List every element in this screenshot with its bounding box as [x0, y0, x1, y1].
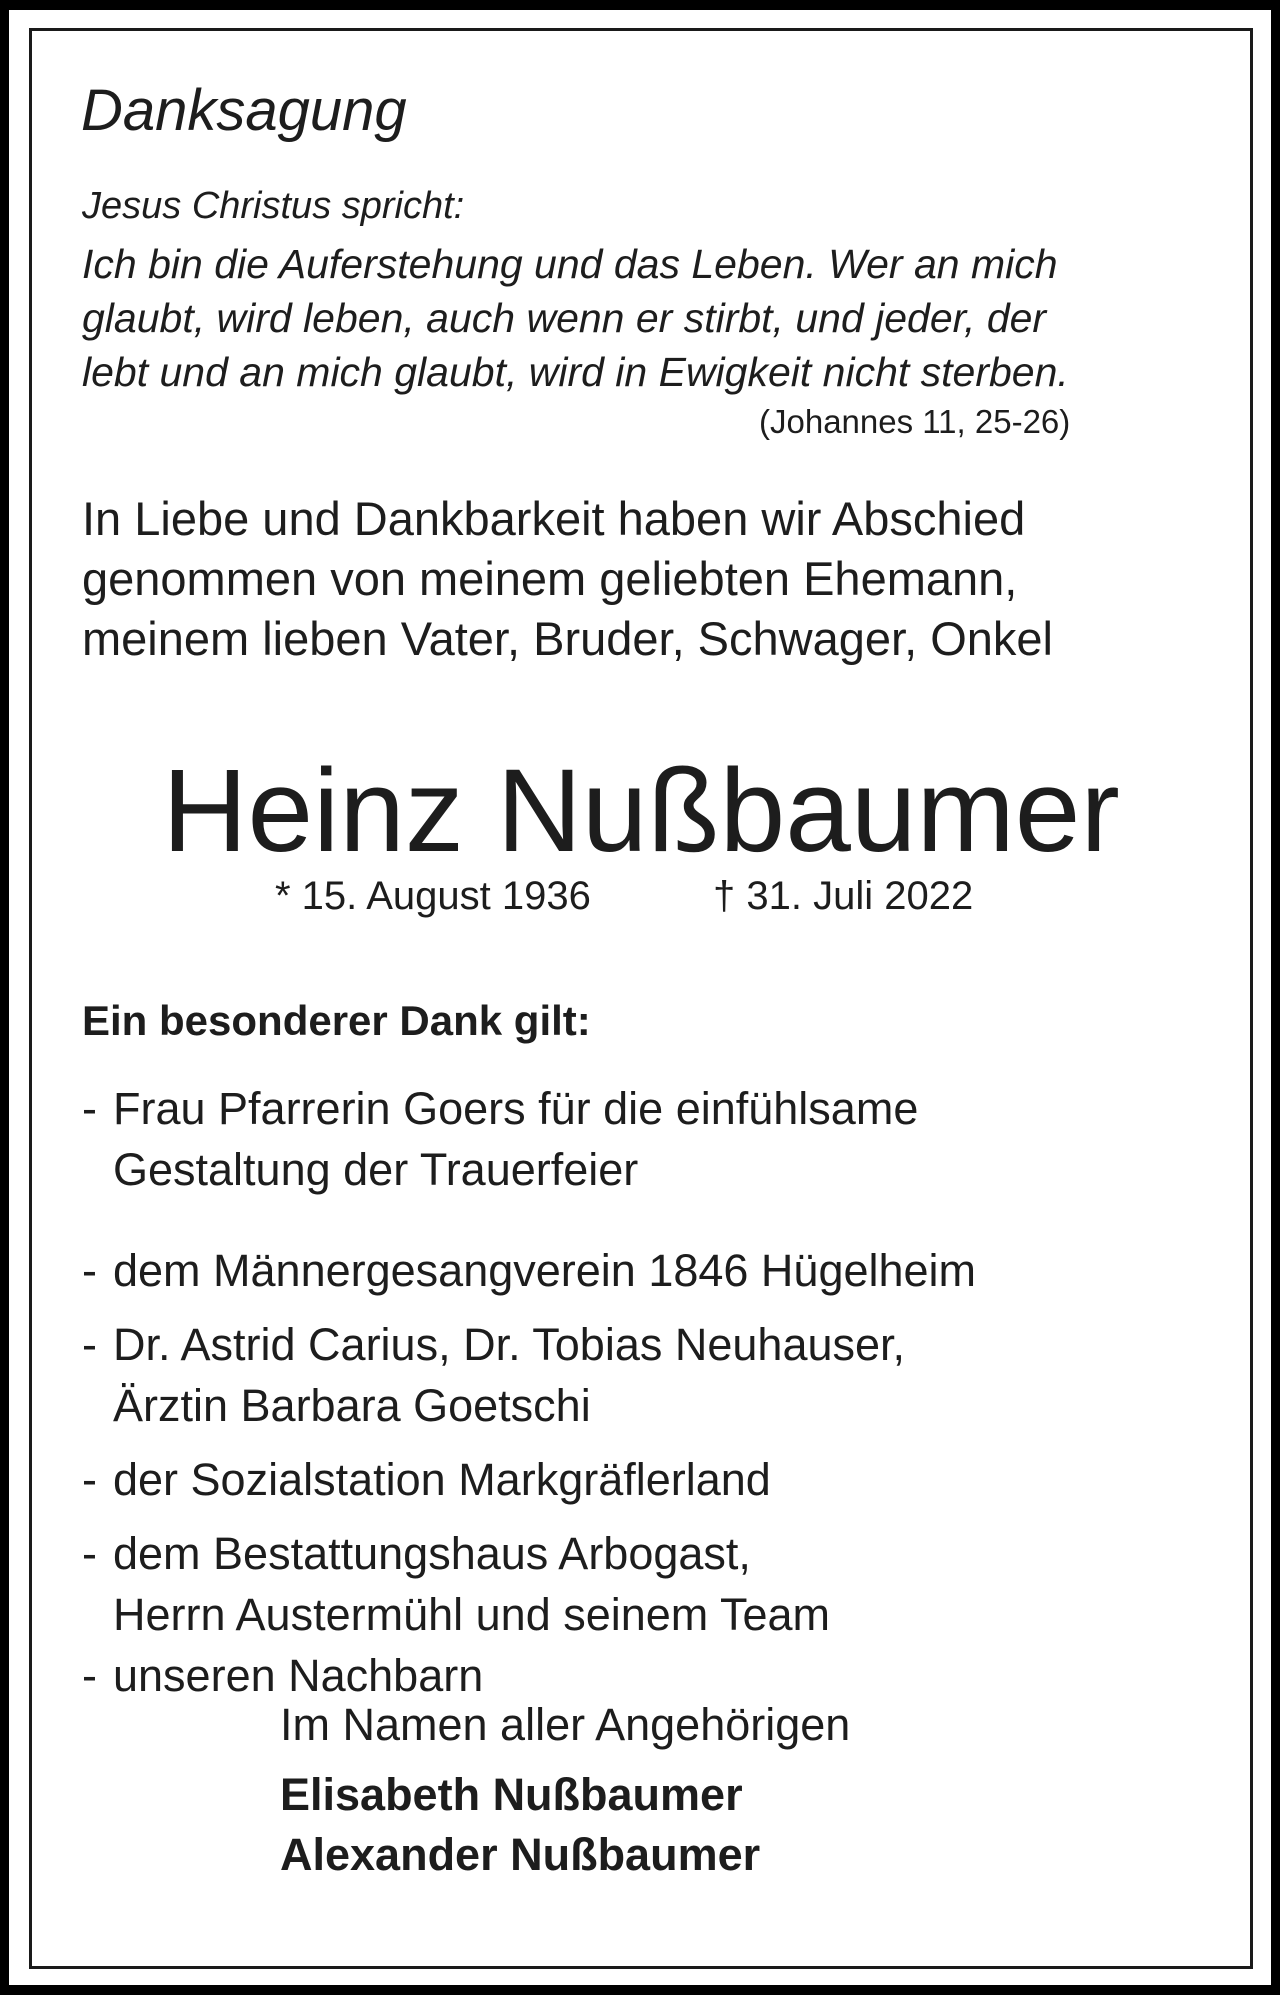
thanks-item-line: unseren Nachbarn [113, 1650, 484, 1701]
intro-line: genommen von meinem geliebten Ehemann, [82, 552, 1018, 605]
signer-name: Elisabeth Nußbaumer [280, 1769, 743, 1820]
verse-line: glaubt, wird leben, auch wenn er stirbt, und jeder, der [82, 295, 1047, 341]
notice-frame [29, 28, 1253, 1969]
thanks-item [82, 1240, 976, 1301]
thanks-item [82, 1314, 905, 1436]
thanks-item-line: Herrn Austermühl und seinem Team [113, 1589, 831, 1640]
list-dash: - [82, 1245, 97, 1296]
notice-title: Danksagung [81, 78, 407, 143]
verse-line: Ich bin die Auferstehung und das Leben. Wer an mich [82, 241, 1058, 287]
intro-text [82, 489, 1053, 669]
thanks-item-line: Ärztin Barbara Goetschi [113, 1380, 591, 1431]
thanks-item [82, 1523, 830, 1645]
thanks-item [82, 1449, 771, 1510]
deceased-name: Heinz Nußbaumer [162, 745, 1120, 877]
verse-intro: Jesus Christus spricht: [82, 185, 465, 227]
list-dash: - [82, 1650, 97, 1701]
thanks-item-line: Frau Pfarrerin Goers für die einfühlsame [113, 1083, 919, 1134]
death-date: † 31. Juli 2022 [713, 874, 974, 918]
thanks-item-line: dem Männergesangverein 1846 Hügelheim [113, 1245, 977, 1296]
thanks-item [82, 1078, 918, 1200]
intro-line: meinem lieben Vater, Bruder, Schwager, Onkel [82, 612, 1053, 665]
thanks-item-line: dem Bestattungshaus Arbogast, [113, 1528, 751, 1579]
thanks-heading: Ein besonderer Dank gilt: [82, 997, 591, 1044]
page-background [9, 10, 1271, 1985]
list-dash: - [82, 1528, 97, 1579]
list-dash: - [82, 1319, 97, 1370]
list-dash: - [82, 1454, 97, 1505]
list-dash: - [82, 1083, 97, 1134]
birth-date: * 15. August 1936 [275, 874, 591, 918]
bible-verse [82, 237, 1069, 399]
thanks-item-line: der Sozialstation Markgräflerland [113, 1454, 771, 1505]
thanks-item-line: Gestaltung der Trauerfeier [113, 1144, 639, 1195]
thanks-item [82, 1645, 483, 1706]
verse-reference: (Johannes 11, 25-26) [759, 403, 1071, 440]
intro-line: In Liebe und Dankbarkeit haben wir Abschied [82, 492, 1026, 545]
signer-name: Alexander Nußbaumer [280, 1829, 761, 1880]
thanks-item-line: Dr. Astrid Carius, Dr. Tobias Neuhauser, [113, 1319, 906, 1370]
verse-line: lebt und an mich glaubt, wird in Ewigkeit nicht sterben. [82, 349, 1069, 395]
closing-line: Im Namen aller Angehörigen [280, 1699, 851, 1750]
